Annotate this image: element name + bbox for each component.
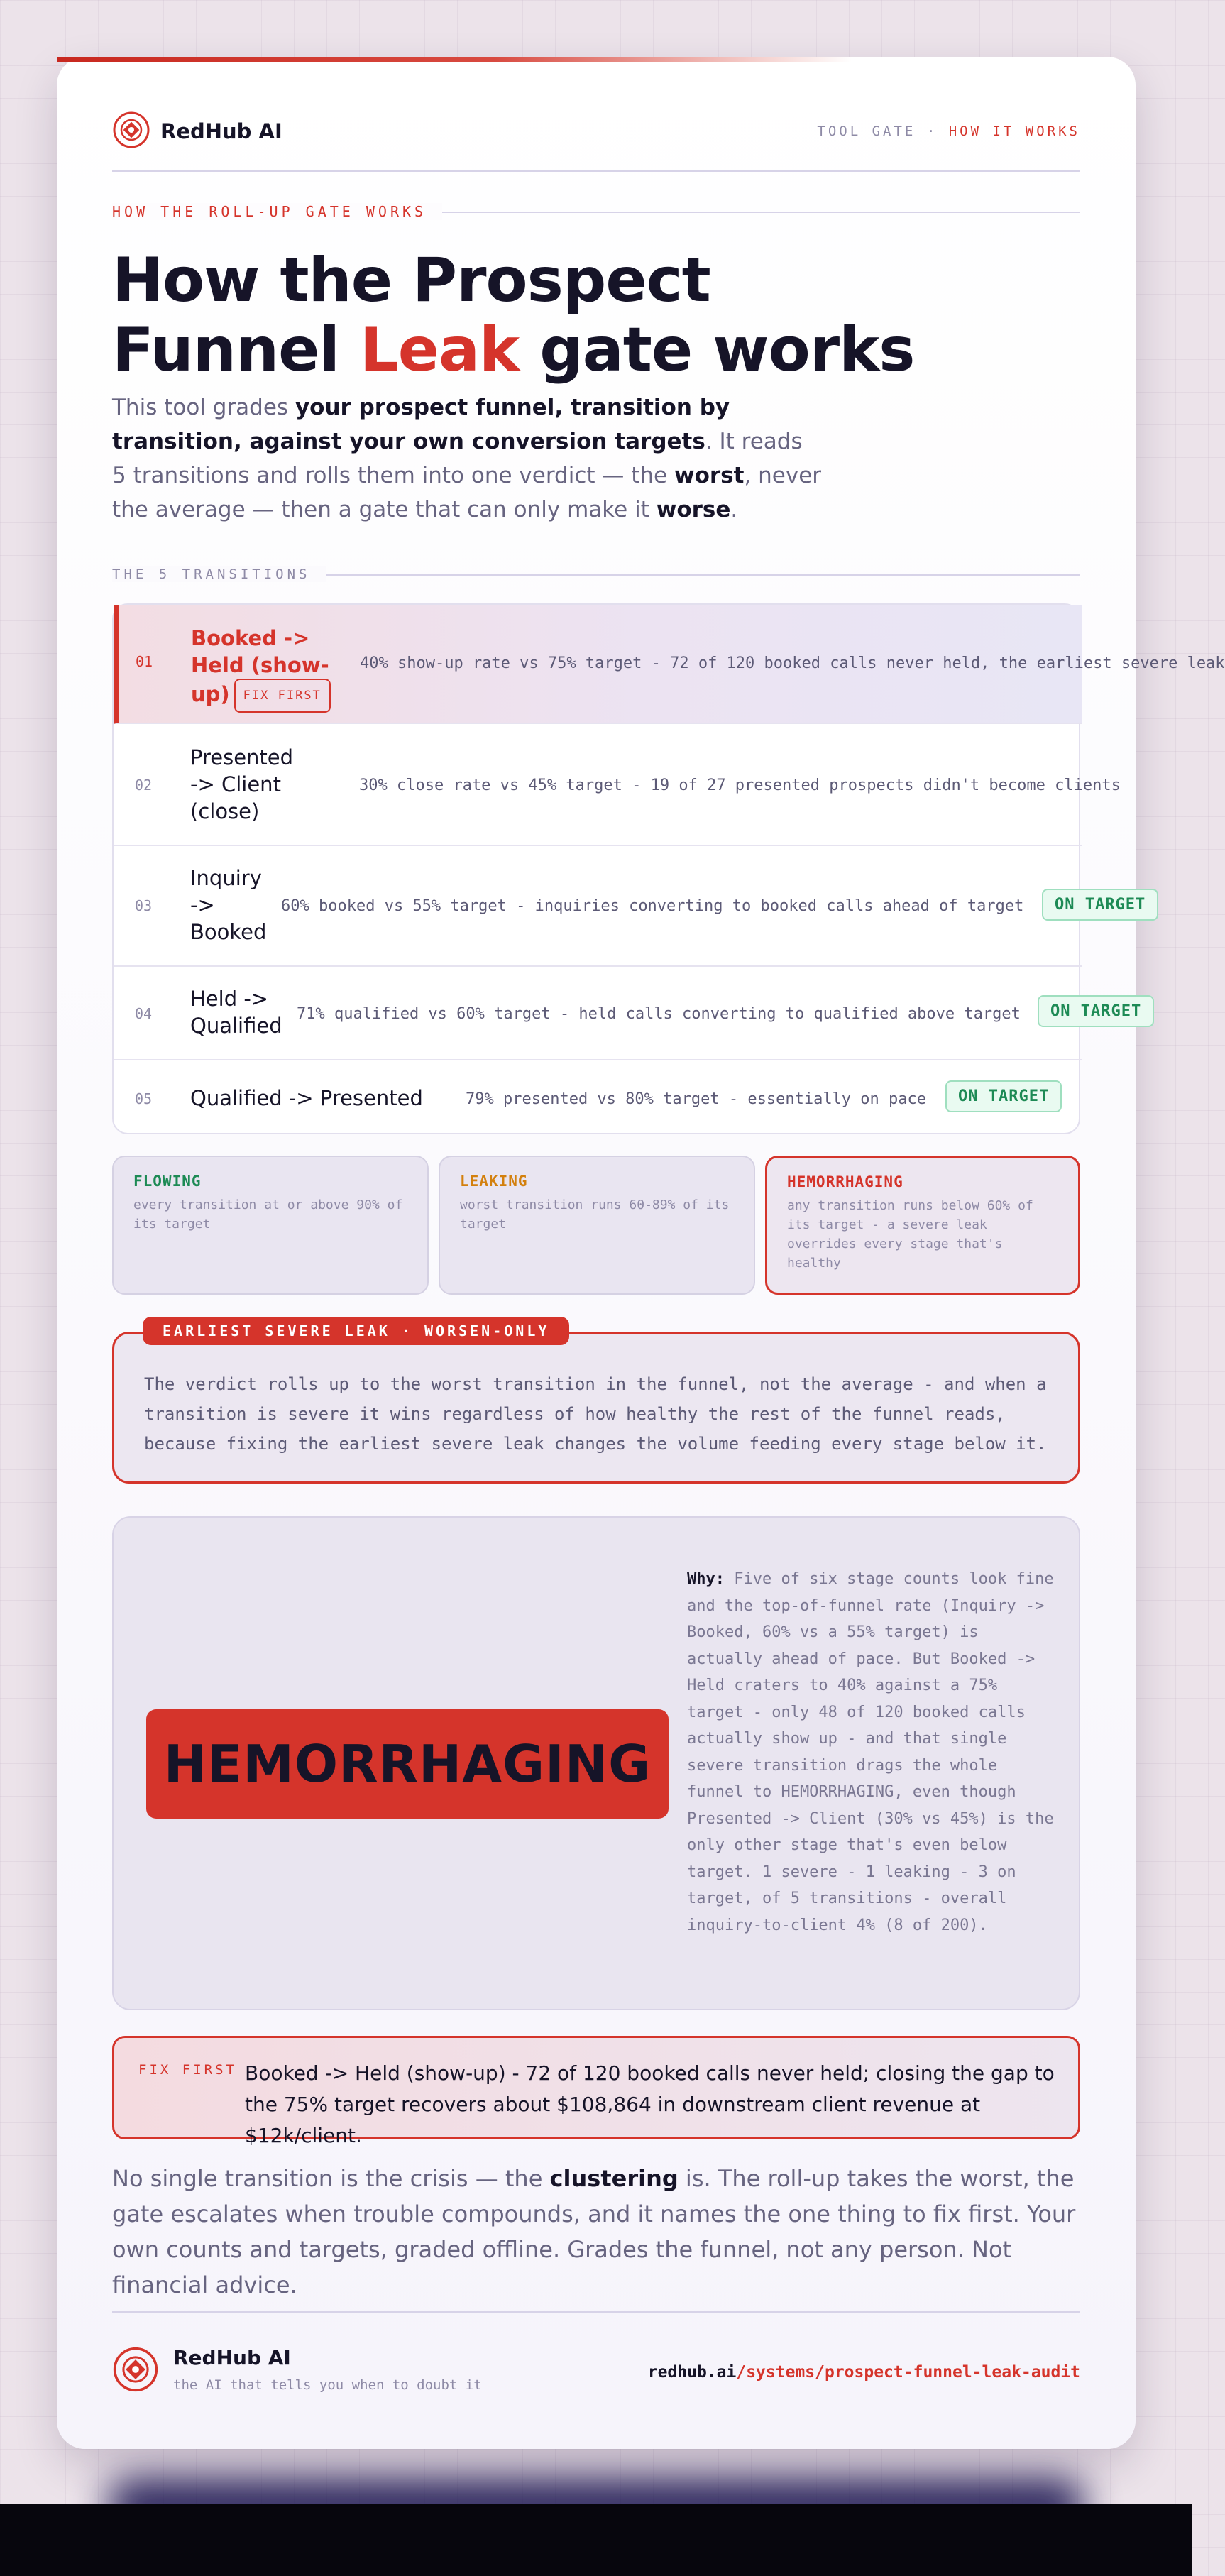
fix-first-box (112, 2036, 1080, 2147)
why-label: Why: (687, 1570, 725, 1588)
transition-row-1[interactable] (114, 605, 1225, 724)
transition-number: 02 (135, 777, 153, 794)
transition-name: Held -> Qualified (190, 987, 282, 1038)
fix-first-label: FIX FIRST (138, 2062, 237, 2078)
legend-desc: any transition runs below 60% of its target - a severe leak overrides every stage that's healthy (787, 1198, 1033, 1271)
intro-text-4: . (730, 497, 738, 522)
transition-number: 05 (135, 1090, 153, 1107)
on-target-badge: ON TARGET (1042, 889, 1158, 921)
nav-separator: · (926, 124, 938, 139)
transition-number: 01 (136, 653, 153, 670)
title-leak-word: Leak (359, 314, 520, 385)
fix-first-badge: FIX FIRST (234, 679, 331, 713)
intro-bold-1: your prospect funnel, transition by transition, against your own conversion targets (112, 395, 730, 454)
verdict-panel (112, 1516, 1080, 2010)
redhub-footer-logo-icon[interactable] (112, 2346, 159, 2393)
footer-brand-name: RedHub AI (173, 2346, 291, 2369)
verdict-badge: HEMORRHAGING (146, 1709, 669, 1819)
legend-flowing (112, 1156, 429, 1295)
transition-name (191, 625, 333, 713)
content-card (57, 57, 1225, 2449)
transitions-label: THE 5 TRANSITIONS (112, 566, 326, 582)
transitions-section-label (112, 566, 1080, 585)
transition-name-text: Booked -> Held (show-up) (191, 626, 329, 706)
legend-title: HEMORRHAGING (787, 1173, 903, 1190)
legend-desc: worst transition runs 60-89% of its target (460, 1197, 730, 1232)
transition-name: Inquiry -> Booked (190, 866, 267, 944)
transition-desc: 40% show-up rate vs 75% target - 72 of 120 booked calls never held, the earliest severe leak (360, 654, 1225, 672)
nav-tool-gate[interactable]: TOOL GATE (817, 124, 916, 139)
title-line1: How the Prospect (112, 245, 710, 316)
intro-text-2: . It reads 5 transitions and rolls them into one verdict — the (112, 429, 803, 488)
intro-text-3: , never the average — then a gate that can only make it (112, 463, 822, 522)
footer-url-link[interactable] (648, 2363, 1080, 2382)
verdict-why (687, 1566, 1056, 1939)
transitions-table (112, 603, 1225, 1134)
closing-text-2: is. The roll-up takes the worst, the gate escalates when trouble compounds, and it names the one thing to fix first. Your own counts and targets, graded offline. Grades the funnel, not any person. Not financial advice. (112, 2165, 1076, 2298)
transition-desc: 71% qualified vs 60% target - held calls converting to qualified above target (297, 1005, 1021, 1023)
on-target-badge: ON TARGET (945, 1080, 1062, 1112)
rule-tab: EARLIEST SEVERE LEAK · WORSEN-ONLY (143, 1317, 569, 1345)
legend-title: FLOWING (133, 1173, 202, 1190)
transition-row-2[interactable] (114, 724, 1121, 846)
fix-first-text: Booked -> Held (show-up) - 72 of 120 booked calls never held; closing the gap to the 75% target recovers about $108,864 in downstream client revenue at $12k/client. (245, 2061, 1055, 2147)
transition-desc: 60% booked vs 55% target - inquiries converting to booked calls ahead of target (281, 897, 1024, 915)
nav-how-it-works[interactable]: HOW IT WORKS (948, 124, 1080, 139)
intro-paragraph (112, 390, 822, 527)
on-target-badge: ON TARGET (1038, 995, 1154, 1027)
page-title (112, 246, 999, 385)
title-line2-post: gate works (519, 314, 915, 385)
transition-name: Presented -> Client (close) (190, 745, 294, 823)
transition-row-4[interactable] (114, 967, 1142, 1060)
footer-tagline: the AI that tells you when to doubt it (173, 2377, 482, 2393)
transition-desc: 30% close rate vs 45% target - 19 of 27 presented prospects didn't become clients (359, 777, 1121, 794)
transition-number: 04 (135, 1005, 153, 1022)
closing-text-1: No single transition is the crisis — the (112, 2165, 550, 2192)
legend-hemorrhaging (765, 1156, 1080, 1295)
transition-name: Qualified -> Presented (190, 1086, 423, 1110)
why-text: Five of six stage counts look fine and the top-of-funnel rate (Inquiry -> Booked, 60% vs a 55% target) is actually ahead of pace. But Booked -> Held craters to 40% against a 75% target - only 48 of 120 booked calls actually show up - and that single severe transition drags the whole funnel to HEMORRHAGING, even though Presented -> Client (30% vs 45%) is the only other stage that's even below target. 1 severe - 1 leaking - 3 on target, of 5 transitions - overall inquiry-to-client 4% (8 of 200). (687, 1570, 1054, 1934)
header-nav (817, 124, 1080, 139)
intro-bold-3: worse (656, 497, 731, 522)
intro-bold-2: worst (674, 463, 745, 488)
legend-title: LEAKING (460, 1173, 528, 1190)
transition-row-3[interactable] (114, 846, 1146, 967)
url-domain: redhub.ai (647, 2363, 737, 2382)
closing-paragraph (112, 2161, 1080, 2303)
kicker: HOW THE ROLL-UP GATE WORKS (112, 203, 442, 220)
legend-desc: every transition at or above 90% of its target (133, 1197, 403, 1232)
transition-number: 03 (135, 897, 153, 914)
transition-row-5[interactable] (114, 1060, 1082, 1137)
legend-leaking (439, 1156, 755, 1295)
kicker-row (112, 203, 1080, 224)
rule-text: The verdict rolls up to the worst transition in the funnel, not the average - and when a transition is severe it wins regardless of how healthy the rest of the funnel reads, because fixing the earliest severe leak changes the volume feeding every stage below it. (144, 1374, 1047, 1454)
bottom-band (0, 2504, 1192, 2576)
top-accent-bar (57, 57, 852, 62)
redhub-logo-icon[interactable] (112, 111, 150, 149)
rollup-rule-box (112, 1322, 1080, 1484)
brand-name[interactable]: RedHub AI (160, 119, 282, 143)
footer (112, 2311, 1080, 2404)
transition-desc: 79% presented vs 80% target - essentially on pace (466, 1090, 927, 1108)
closing-bold: clustering (549, 2165, 679, 2192)
header (112, 111, 1080, 172)
url-path: /systems/prospect-funnel-leak-audit (736, 2363, 1080, 2382)
intro-text-1: This tool grades (112, 395, 295, 420)
title-line2-pre: Funnel (112, 314, 360, 385)
